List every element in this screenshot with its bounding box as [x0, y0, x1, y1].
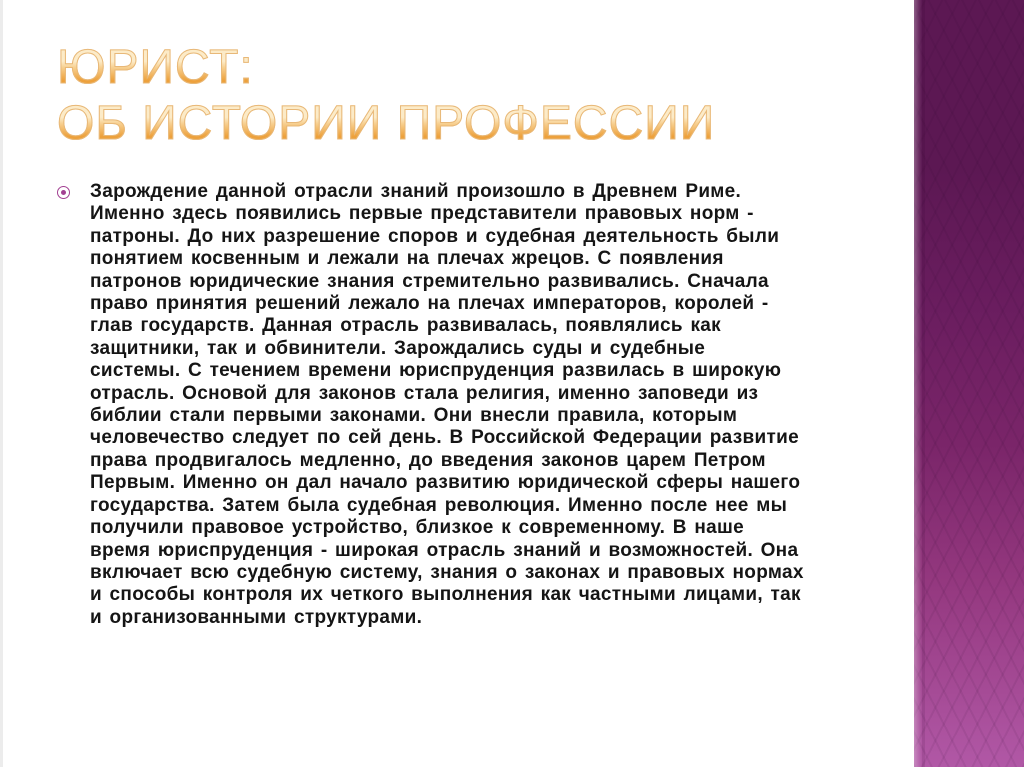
body-text-line: Зарождение данной отрасли знаний произошло в Древнем Риме. — [90, 181, 742, 202]
body-text-line: библии стали первыми законами. Они внесли правила, которым — [90, 405, 738, 427]
body-text-line: отрасль. Основой для законов стала религия, именно заповеди из — [90, 382, 759, 404]
slide-title — [57, 40, 897, 152]
body-text-line: системы. С течением времени юриспруденция развилась в широкую — [90, 360, 782, 382]
bullet-list — [50, 181, 885, 629]
body-text-line: глав государств. Данная отрасль развивалась, появлялись как — [90, 315, 721, 337]
body-text-line: Первым. Именно он дал начало развитию юридической сферы нашего — [90, 472, 801, 494]
body-text-line: понятием косвенным и лежали на плечах жрецов. С появления — [90, 248, 724, 270]
title-line-2: ОБ ИСТОРИИ ПРОФЕССИИ — [57, 96, 897, 152]
body-text-line: государства. Затем была судебная революция. Именно после нее мы — [90, 494, 788, 516]
body-text-line: патронов юридические знания стремительно развивались. Сначала — [90, 270, 769, 292]
body-text-line: время юриспруденция - широкая отрасль знаний и возможностей. Она — [90, 539, 799, 561]
body-text-line: получили правовое устройство, близкое к современному. В наше — [90, 517, 744, 539]
body-text-line: защитники, так и обвинители. Зарождались суды и судебные — [90, 337, 706, 359]
body-text-line: право принятия решений лежало на плечах императоров, королей - — [90, 293, 769, 315]
title-line-1: ЮРИСТ: — [57, 40, 897, 96]
body-text-line: человечество следует по сей день. В Российской Федерации развитие — [90, 427, 799, 449]
body-text-line: Именно здесь появились первые представители правовых норм - — [90, 203, 754, 225]
body-text-line: и способы контроля их четкого выполнения как частными лицами, так — [90, 584, 801, 606]
decorative-side-band — [914, 0, 1024, 767]
left-edge-strip — [0, 0, 3, 767]
body-text-line: права продвигалось медленно, до введения законов царем Петром — [90, 449, 766, 471]
body-text-line: включает всю судебную систему, знания о законах и правовых нормах — [90, 561, 804, 583]
body-text-line: и организованными структурами. — [90, 606, 423, 628]
body-text — [90, 181, 885, 629]
target-dot-bullet-icon — [57, 186, 70, 199]
body-text-line: патроны. До них разрешение споров и судебная деятельность были — [90, 225, 780, 247]
bullet-column — [50, 181, 90, 199]
